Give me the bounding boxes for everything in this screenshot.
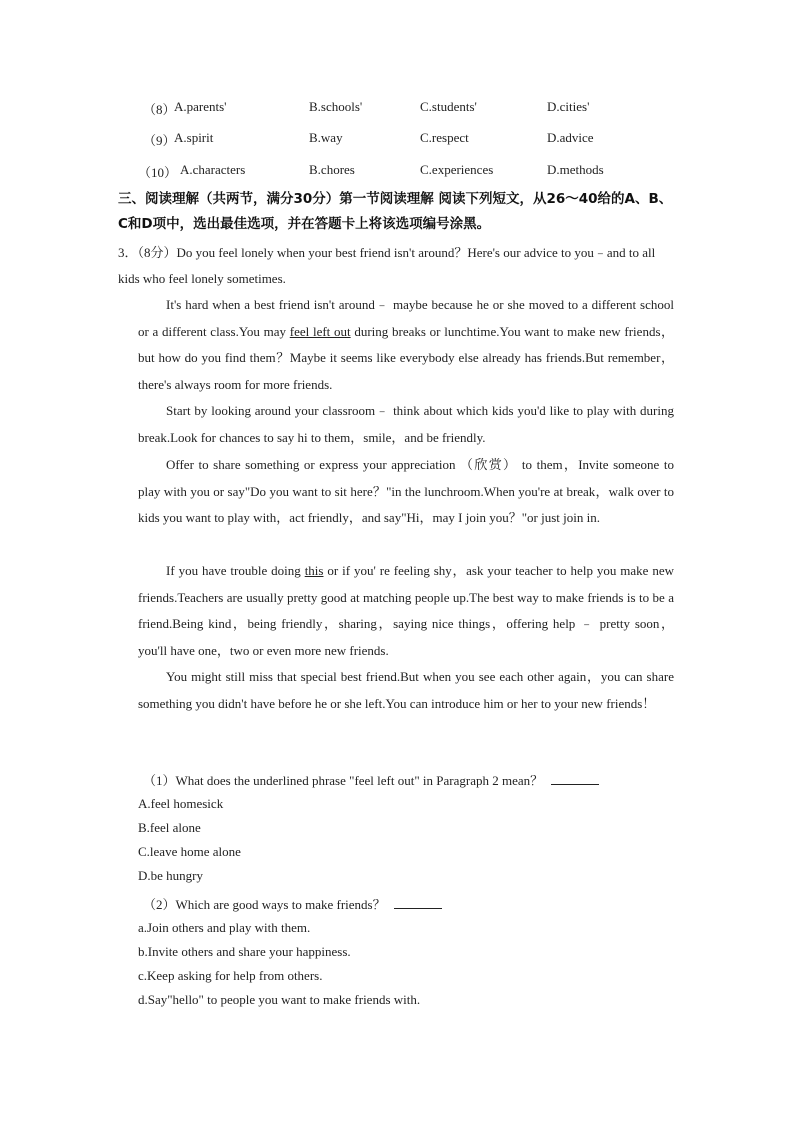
option-row-10 — [0, 162, 794, 182]
option-a: A.characters — [180, 162, 246, 177]
sub-question-2-option-d: d.Say"hello" to people you want to make friends with. — [138, 992, 421, 1007]
section-heading: 三、阅读理解（共两节，满分30分）第一节阅读理解 阅读下列短文，从26～40给的A、B、C和D项中，选出最佳选项，并在答题卡上将该选项编号涂黑。 — [118, 191, 673, 232]
option-row-8 — [0, 99, 794, 119]
question-intro — [118, 240, 676, 292]
passage-paragraph-3: Offer to share something or express your appreciation （欣赏） to them，Invite someone to play with you or say"Do you want to sit here？"in the lunchroom.When you're at break，walk over to kids you want to play with，act friendly，and say"Hi，may I join you？"or just join in. — [138, 457, 674, 525]
option-c: C.students' — [420, 99, 477, 114]
option-d: D.cities' — [547, 99, 590, 114]
answer-blank — [394, 896, 442, 909]
option-c: C.experiences — [420, 162, 494, 177]
sub-question-1-option-c: C.leave home alone — [138, 844, 241, 859]
question-number: 3． — [118, 245, 138, 260]
sub-question-2-option-c: c.Keep asking for help from others. — [138, 968, 323, 983]
underlined-phrase: feel left out — [289, 323, 351, 339]
option-d: D.methods — [547, 162, 604, 177]
sub-question-1-option-a: A.feel homesick — [138, 796, 224, 811]
passage-paragraph-5: You might still miss that special best friend.But when you see each other again，you can share something you didn't have before he or she left.You can introduce him or her to your new friends！ — [138, 669, 674, 711]
passage-paragraph-2: Start by looking around your classroom﹣ think about which kids you'd like to play with during break.Look for chances to say hi to them，smile，and be friendly. — [138, 403, 674, 445]
option-number: （10） — [138, 165, 178, 180]
passage-paragraph-1: It's hard when a best friend isn't around﹣ maybe because he or she moved to a different school or a different class.You may feel left out during breaks or lunchtime.You want to make new friends，but how do you find them？Maybe it seems like everybody else already has friends.But remember，there's always room for more friends. — [138, 297, 674, 392]
question-intro-text: Do you feel lonely when your best friend isn't around？Here's our advice to you﹣and to all kids who feel lonely sometimes. — [118, 245, 656, 286]
sub-question-1-stem: （1）What does the underlined phrase "feel left out" in Paragraph 2 mean？ — [143, 770, 599, 789]
option-a: A.spirit — [174, 130, 214, 145]
underlined-word: this — [304, 563, 324, 578]
sub-question-1-option-d: D.be hungry — [138, 868, 203, 883]
option-d: D.advice — [547, 130, 594, 145]
option-a: A.parents' — [174, 99, 227, 114]
answer-blank — [551, 772, 599, 785]
option-b: B.chores — [309, 162, 355, 177]
sub-question-1-option-b: B.feel alone — [138, 820, 201, 835]
sub-question-2-option-a: a.Join others and play with them. — [138, 920, 311, 935]
option-b: B.way — [309, 130, 343, 145]
sub-question-2-stem: （2）Which are good ways to make friends？ — [143, 894, 442, 913]
option-number: （8） — [143, 102, 176, 117]
option-b: B.schools' — [309, 99, 363, 114]
option-number: （9） — [143, 133, 176, 148]
option-row-9 — [0, 130, 794, 150]
question-points: （8分） — [137, 245, 177, 260]
option-c: C.respect — [420, 130, 469, 145]
passage-paragraph-4: If you have trouble doing this or if you' re feeling shy，ask your teacher to help you make new friends.Teachers are usually pretty good at matching people up.The best way to make friends is to be a friend.Being kind，being friendly，sharing，saying nice things，offering help ﹣ pretty soon，you'll have one，two or even more new friends. — [138, 563, 674, 658]
sub-question-2-option-b: b.Invite others and share your happiness. — [138, 944, 351, 959]
